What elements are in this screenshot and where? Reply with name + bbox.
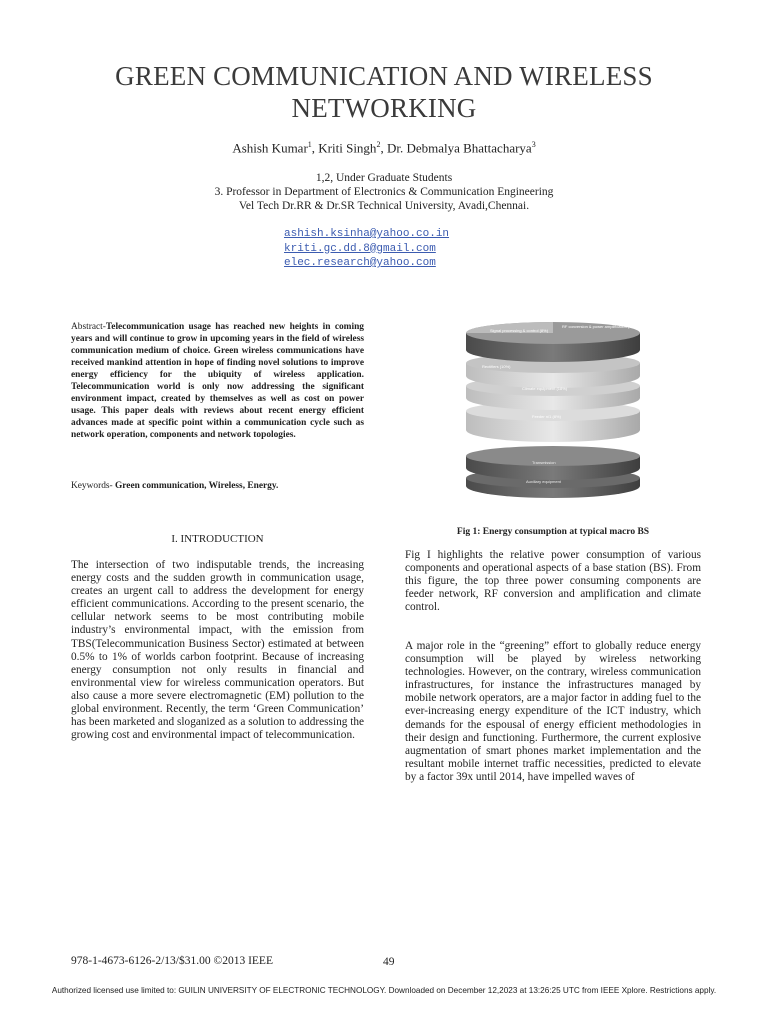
keywords-text: Green communication, Wireless, Energy. xyxy=(112,481,279,491)
copyright-id: 978-1-4673-6126-2/13/$31.00 ©2013 IEEE xyxy=(71,955,273,967)
author-sup: 3 xyxy=(531,140,536,149)
body-paragraph: A major role in the “greening” effort to globally reduce energy consumption will be played by wireless networking technologies. However, on the contrary, wireless communication infrastructures, for instance the infrastructures managed by mobile network operators, are a major factor in adding fuel to the ever-increasing energy expenditure of the ICT industry, which demands for the espousal of energy efficient methodologies in their design and functioning. Furthermore, the current explosive augmentation of smart phones market implementation and the resultant mobile internet traffic necessities, predicted to elevate by a factor 39x until 2014, have impelled waves of xyxy=(405,640,701,783)
abstract xyxy=(71,321,364,441)
affiliation-line: 1,2, Under Graduate Students xyxy=(315,172,453,184)
author-sup: 2 xyxy=(376,140,381,149)
abstract-text: Telecommunication usage has reached new heights in coming years and will continue to grow in upcoming years in the field of wireless communication medium of choice. Green wireless communications have received mankind attention in hope of finding novel solutions to improve energy efficiency for the ubiquity of wireless application. Telecommunication world is only now addressing the significant environment impact, created by themselves as well as cost on power usage. This paper deals with reviews about recent energy efficient advances made at specific point within a communication cycle such as network operation, components and network topologies. xyxy=(71,322,364,440)
figure-label: Signal processing & control (8%) xyxy=(490,328,549,333)
figure-label: RF conversion & power amplification (75%) xyxy=(562,324,639,329)
email-list xyxy=(284,227,484,271)
body-paragraph: Fig I highlights the relative power consumption of various components and operational aspects of a base station (BS). From this figure, the top three power consuming components are feeder network, RF conversion and amplification and climate control. xyxy=(405,549,701,614)
abstract-label: Abstract- xyxy=(71,322,106,332)
energy-consumption-figure xyxy=(462,318,644,498)
affiliation-line: Vel Tech Dr.RR & Dr.SR Technical University, Avadi,Chennai. xyxy=(238,200,530,212)
license-notice: Authorized licensed use limited to: GUILIN UNIVERSITY OF ELECTRONIC TECHNOLOGY. Downloaded on December 12,2023 at 13:26:25 UTC from IEEE Xplore. Restrictions apply. xyxy=(51,986,717,995)
email-link[interactable]: ashish.ksinha@yahoo.co.in xyxy=(284,228,450,240)
author-sup: 1 xyxy=(307,140,312,149)
author-name: Ashish Kumar xyxy=(232,140,308,156)
intro-paragraph: The intersection of two indisputable trends, the increasing energy costs and the sudden growth in communication usage, creates an urgent call to address the development for energy efficient communications. According to the present scenario, the cellular network seems to be most contributing mobile industry’s environmental impact, with the emission from TBS(Telecommunication Business Sector) estimated at between 0.5% to 1% of worlds carbon footprint. Because of increasing energy consumption not only results in financial and environmental view for wireless communication operators. But also cause a more severe electromagnetic (EM) pollution to the global environment. Recently, the term ‘Green Communication’ has been marketed and sloganized as a solution to addressing the growing cost and environmental impact of telecommunication. xyxy=(71,559,365,742)
page-number: 49 xyxy=(383,956,395,968)
figure-label: Feeder n/1 (8%) xyxy=(532,414,561,419)
figure-caption: Fig 1: Energy consumption at typical macro BS xyxy=(456,527,650,537)
keywords xyxy=(71,481,364,491)
keywords-label: Keywords- xyxy=(71,481,113,491)
paper-title: GREEN COMMUNICATION AND WIRELESS NETWORKING xyxy=(115,61,653,123)
author-name: Kriti Singh xyxy=(318,140,377,156)
figure-label: Auxiliary equipment xyxy=(526,479,561,484)
affiliation-line: 3. Professor in Department of Electronics & Communication Engineering xyxy=(214,186,554,198)
email-link[interactable]: elec.research@yahoo.com xyxy=(284,257,436,269)
email-link[interactable]: kriti.gc.dd.8@gmail.com xyxy=(284,242,436,255)
author-name: Dr. Debmalya Bhattacharya xyxy=(386,140,532,156)
figure-label: Climate equipment (18%) xyxy=(522,386,568,391)
figure-label: Transmission xyxy=(532,460,556,465)
affiliation xyxy=(84,171,684,213)
figure-label: Rectifiers (10%) xyxy=(482,364,511,369)
section-heading: I. INTRODUCTION xyxy=(171,533,264,545)
author-list: Ashish Kumar$^1$, Kriti Singh$^2$, Dr. Debmalya Bhattacharya$^3$ xyxy=(232,140,536,156)
